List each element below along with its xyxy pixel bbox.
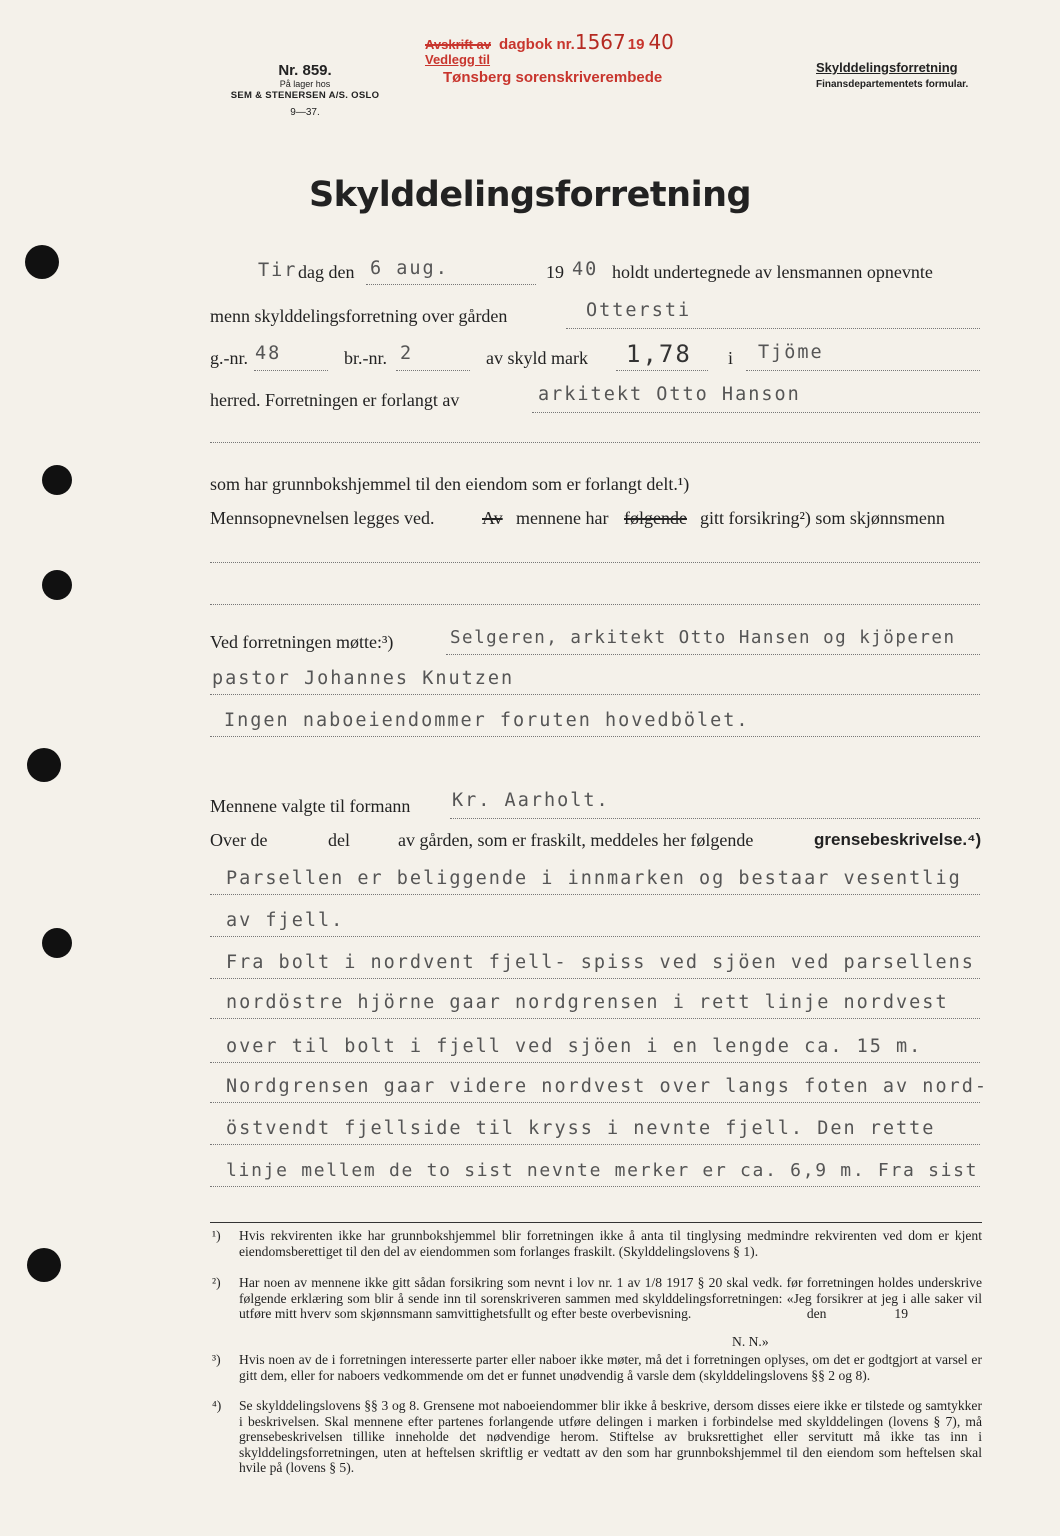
chairman-line <box>210 790 980 826</box>
attendees-line-2 <box>210 668 980 702</box>
boundary-line <box>210 868 980 902</box>
gnr-label: g.-nr. <box>210 348 248 368</box>
boundary-text: Parsellen er beliggende i innmarken og bestaar vesentlig <box>226 868 962 889</box>
boundary-line <box>210 952 980 986</box>
year-value: 40 <box>572 259 599 280</box>
footnote-1 <box>212 1228 982 1259</box>
stamp-dagbok-number: 1567 <box>574 30 626 54</box>
footnote-3 <box>212 1352 982 1383</box>
chairman-name: Kr. Aarholt. <box>452 790 610 811</box>
form-date: 9—37. <box>290 107 320 118</box>
publisher-line-1: På lager hos <box>279 79 331 89</box>
office-stamp <box>425 30 674 86</box>
skyld-value: 1,78 <box>626 340 692 368</box>
over-bold: grensebeskrivelse.⁴) <box>814 830 982 849</box>
over-a: Over de <box>210 830 268 850</box>
footnote-text: Har noen av mennene ikke gitt sådan forsikring som nevnt i lov nr. 1 av 1/8 1917 § 20 skal vedk. før forretningen holdes underskrive følgende erklæring som blir å sende inn til sorenskriveren sammen med skylddelingsforretningen: «Jeg forsikrer at jeg i alle saker vil utføre mitt hverv som skjønnsmann samvittighetsfullt og efter beste overbevisning. den 19 <box>239 1275 986 1322</box>
menn-strike-av: Av <box>482 508 503 528</box>
chairman-label: Mennene valgte til formann <box>210 796 411 816</box>
form-header-title: Skylddelingsforretning <box>816 60 958 75</box>
farm-label: menn skylddelingsforretning over gården <box>210 306 508 326</box>
date-value: 6 aug. <box>370 258 449 279</box>
farm-name: Ottersti <box>586 300 692 321</box>
boundary-intro-line <box>210 830 980 860</box>
date-line <box>210 258 980 292</box>
footnote-number: ²) <box>212 1275 221 1290</box>
punch-hole <box>27 748 61 782</box>
boundary-line <box>210 1076 989 1110</box>
boundary-text: Fra bolt i nordvent fjell- spiss ved sjöen ved parsellens <box>226 952 975 973</box>
attendees-line <box>210 628 980 662</box>
menn-text-a: Mennsopnevnelsen legges ved. <box>210 508 435 528</box>
boundary-line <box>210 992 980 1026</box>
footnote-rule <box>210 1222 982 1223</box>
footnote-4 <box>212 1398 982 1476</box>
grunnbok-line <box>210 474 980 504</box>
stamp-year-prefix: 19 <box>627 36 645 53</box>
stamp-vedlegg: Vedlegg til <box>425 52 491 67</box>
punch-hole <box>27 1248 61 1282</box>
publisher-line-2: SEM & STENERSEN A/S. OSLO <box>230 90 380 101</box>
i-label: i <box>728 348 734 368</box>
bnr-value: 2 <box>400 343 414 364</box>
line1-tail: holdt undertegnede av lensmannen opnevnte <box>612 262 933 282</box>
boundary-line <box>210 1036 980 1070</box>
day-label: dag den <box>298 262 355 282</box>
footnote-number: ³) <box>212 1352 221 1367</box>
footnote-2 <box>212 1275 986 1322</box>
form-number-block <box>215 62 395 118</box>
farm-line <box>210 300 980 336</box>
punch-hole <box>42 465 72 495</box>
footnote-signature <box>212 1334 982 1350</box>
footnote-text: Hvis rekvirenten ikke har grunnbokshjemmel blir forretningen ikke å anta til tinglysing medmindre rekvirenten ved dom er kjent eiendomsberettiget til den del av eiendommen som forlanges fraskilt. (Skylddelingslovens § 1). <box>239 1228 982 1259</box>
menn-text-c: gitt forsikring²) som skjønnsmenn <box>700 508 945 528</box>
attendees-line-3 <box>210 710 980 744</box>
over-c: av gården, som er fraskilt, meddeles her følgende <box>398 830 754 850</box>
stamp-dagbok-label: dagbok nr. <box>499 36 575 53</box>
footnote-text: Hvis noen av de i forretningen interesserte parter eller naboer ikke møter, må det i forretningen oplyses, om det er godtgjort at varsel er gitt dem, eller for naboers vedkommende om det er funnet unødvendig å varsle dem (skylddelingslovens §§ 2 og 8). <box>239 1352 982 1383</box>
boundary-line <box>210 1160 980 1194</box>
page-title: Skylddelingsforretning <box>308 175 752 215</box>
attendees-2: pastor Johannes Knutzen <box>212 668 515 689</box>
stamp-avskrift: Avskrift av <box>425 37 491 52</box>
punch-hole <box>25 245 59 279</box>
form-header-right <box>816 60 968 90</box>
year-prefix: 19 <box>546 262 564 282</box>
footnote-number: ¹) <box>212 1228 221 1243</box>
menn-strike-folgende: følgende <box>624 508 687 528</box>
stamp-office: Tønsberg sorenskriverembede <box>443 69 663 86</box>
gnr-value: 48 <box>255 343 282 364</box>
boundary-text: over til bolt i fjell ved sjöen i en lengde ca. 15 m. <box>226 1036 923 1057</box>
boundary-text: av fjell. <box>226 910 345 931</box>
herred-label: herred. Forretningen er forlangt av <box>210 390 460 410</box>
footnote-signature-text: N. N.» <box>732 1334 769 1349</box>
boundary-text: linje mellem de to sist nevnte merker er ca. 6,9 m. Fra sist <box>226 1160 979 1181</box>
boundary-line <box>210 910 980 944</box>
property-numbers-line <box>210 340 980 378</box>
skyld-label: av skyld mark <box>486 348 588 368</box>
punch-hole <box>42 570 72 600</box>
grunnbok-text: som har grunnbokshjemmel til den eiendom som er forlangt delt.¹) <box>210 474 690 494</box>
requested-by: arkitekt Otto Hanson <box>538 384 801 405</box>
stamp-year: 40 <box>648 30 674 54</box>
form-header-subtitle: Finansdepartementets formular. <box>816 79 969 90</box>
footnote-text: Se skylddelingslovens §§ 3 og 8. Grensene mot naboeiendommer blir ikke å beskrive, dersom disses eiere ikke er tilstede og samtykker i beskrivelsen. Skal mennene efter partenes forlangende utføre delingen i marken i forbindelse med skylddelingen (lovens § 7), må grensebeskrivelsen tillike inneholde det nødvendige herom. Stiftelse av bruksrettighet eller servitutt må ikke tas inn i skylddelingsforretningen, uten at heftelsen skriftlig er vedtatt av den som har grunnbokshjemmel til den eiendom som heftelsen skal hvile på (lovens § 5). <box>239 1398 982 1476</box>
day-value: Tir <box>258 260 298 281</box>
boundary-text: nordöstre hjörne gaar nordgrensen i rett linje nordvest <box>226 992 949 1013</box>
bnr-label: br.-nr. <box>344 348 387 368</box>
menn-line <box>210 508 980 538</box>
municipality: Tjöme <box>758 342 824 363</box>
boundary-line <box>210 1118 980 1152</box>
attendees-label: Ved forretningen møtte:³) <box>210 632 394 652</box>
boundary-text: östvendt fjellside til kryss i nevnte fjell. Den rette <box>226 1118 936 1139</box>
attendees-1: Selgeren, arkitekt Otto Hansen og kjöperen <box>450 628 956 648</box>
menn-text-b: mennene har <box>516 508 609 528</box>
requested-by-line <box>210 384 980 420</box>
boundary-text: Nordgrensen gaar videre nordvest over langs foten av nord- <box>226 1076 989 1097</box>
footnote-number: ⁴) <box>212 1398 222 1413</box>
over-b: del <box>328 830 350 850</box>
punch-hole <box>42 928 72 958</box>
attendees-3: Ingen naboeiendommer foruten hovedbölet. <box>224 710 750 731</box>
form-number: Nr. 859. <box>278 62 332 79</box>
